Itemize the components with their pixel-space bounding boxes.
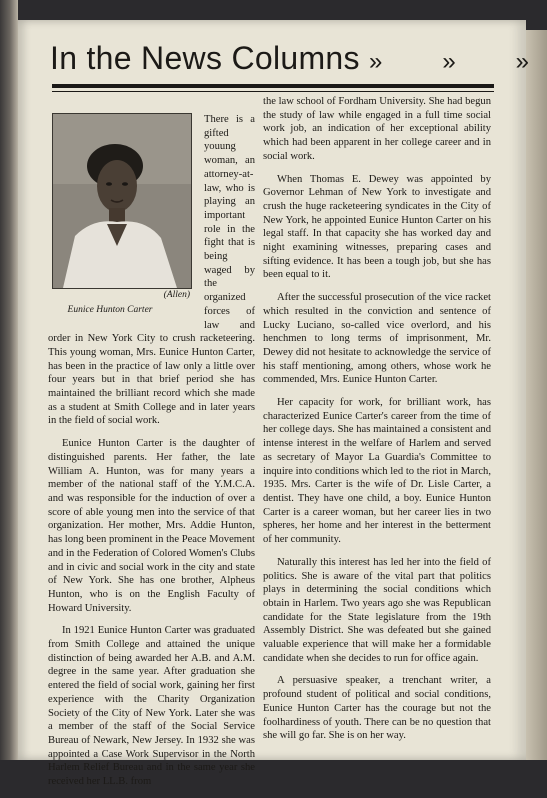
article-paragraph: When Thomas E. Dewey was appointed by Governor Lehman of New York to investigate and crush the huge racketeering syndicates in the City of New York, he appointed Eunice Hunton Carter on his legal staff. In that capacity she has worked day and night examining witnesses, preparing cases and sifting evidence. It has been a tough job, but she has been equal to it. xyxy=(263,173,491,281)
title-chevrons xyxy=(369,48,529,76)
title-rule-thick xyxy=(52,84,494,88)
article-paragraph: There is a gifted youung woman, an attorney-at-law, who is playing an important role in the fight that is being waged by the organized forces of law and order in New York City to crush racketeering. This young woman, Mrs. Eunice Hunton Carter, has been in the practice of law only a little over four years but in that brief period she has maintained the brilliant record which she made as a student at Smith College and in later years in the field of social work. xyxy=(48,114,255,427)
chevron-icon: » xyxy=(515,48,529,75)
section-title: In the News Columns xyxy=(50,40,360,76)
page-edge xyxy=(526,30,547,760)
article-paragraph: Naturally this interest has led her into the field of politics. She is aware of the vital part that politics plays in determining the social conditions which obtain in Harlem. Two years ago she was Republican candidate for the State legislature from the 19th Assembly District. She was defeated but she gained valuable experience that will make her a formidable candidate when she decides to run for office again. xyxy=(263,556,491,664)
book-binding xyxy=(0,0,18,760)
article-paragraph: Her capacity for work, for brilliant work, has characterized Eunice Carter's career from the time of her college days. She has maintained a consistent and intense interest in the welfare of Harlem and served as secretary of Mayor La Guardia's Committee to inquire into conditions which led to the riot in March, 1935. Mrs. Carter is the wife of Dr. Lisle Carter, a dentist. They have one child, a boy. Eunice Hunton Carter is a career woman, but her career lies in two spheres, her home and her interest in the betterment of her community. xyxy=(263,397,491,546)
article-paragraph: In 1921 Eunice Hunton Carter was graduated from Smith College and attained the unique distinction of being awarded her A.B. and A.M. degree in the same year. After graduation she entered the field of social work, gaining her first experience with the Charity Organization Society of the City of New York. Later she was a member of the staff of the Social Service Bureau of Newark, New Jersey. In 1932 she was appointed a Case Work Supervisor in the North Harlem Relief Bureau and in the same year she received her LL.B. from xyxy=(48,625,255,788)
portrait-image xyxy=(53,114,191,288)
article-paragraph: A persuasive speaker, a trenchant writer, a profound student of political and social conditions, Eunice Hunton Carter has the courage but not the foolhardiness of youth. There can be no question that she will go far. She is on her way. xyxy=(263,675,491,742)
article-paragraph: After the successful prosecution of the vice racket which resulted in the conviction and sentence of Lucky Luciano, so-called vice overlord, and his henchmen to long terms of imprisonment, Mr. Dewey did not hesitate to acknowledge the service of his staff mentioning, among others, whose work he commended, Mrs. Eunice Hunton Carter. xyxy=(263,292,491,386)
portrait-photo xyxy=(52,113,192,289)
chevron-icon: » xyxy=(369,48,383,75)
photo-figure xyxy=(48,113,192,323)
photo-caption: Eunice Hunton Carter xyxy=(67,305,153,315)
chevron-icon: » xyxy=(442,48,456,75)
article-paragraph: the law school of Fordham University. She had begun the study of law while engaged in a full time social work job, an indication of her exceptional ability which had been apparent in her college career and in social work. xyxy=(263,96,491,162)
left-column xyxy=(48,113,255,798)
article-paragraph: Eunice Hunton Carter is the daughter of distinguished parents. Her father, the late William A. Hunton, was for many years a member of the national staff of the Y.M.C.A. and was responsible for the induction of over a score of able young men into the service of that organization. Her mother, Mrs. Addie Hunton, has long been prominent in the Peace Movement and in the Federation of Colored Women's Clubs and in civic and social work in the city and state of New York. She has one brother, Alpheus Hunton, who is on the English Faculty of Howard University. xyxy=(48,438,255,614)
title-rule-thin xyxy=(52,91,494,92)
right-column xyxy=(263,95,491,752)
photo-credit: (Allen) xyxy=(163,290,190,300)
